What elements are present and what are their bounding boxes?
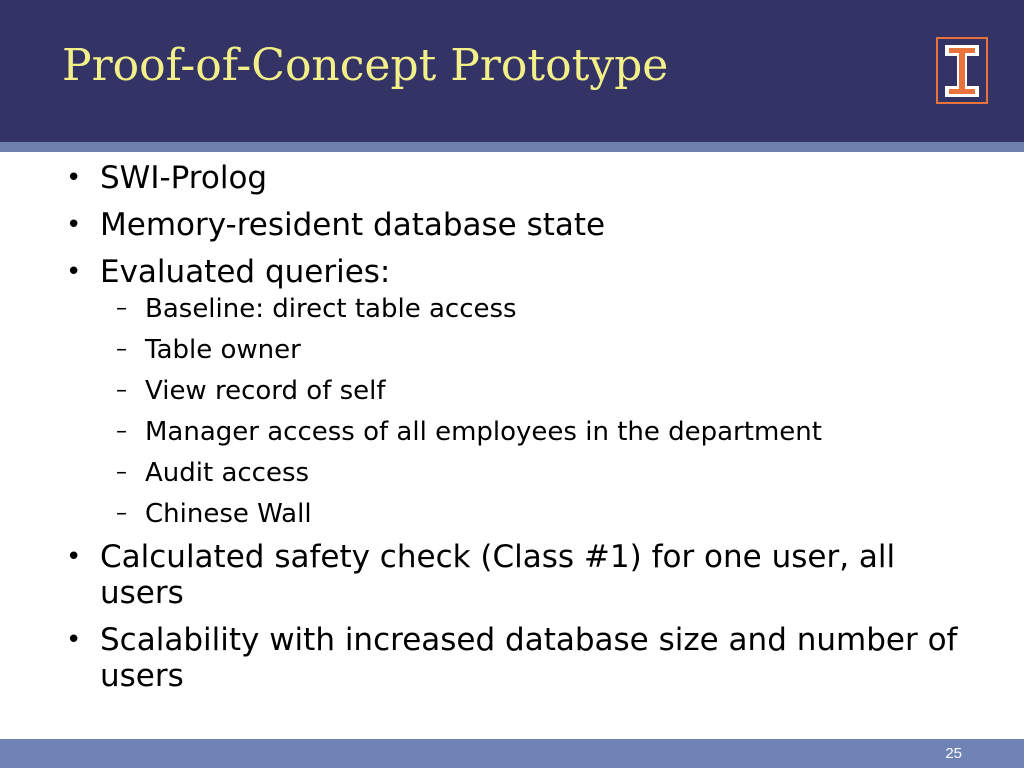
bullet-icon: • (66, 163, 82, 193)
sub-item-text: Chinese Wall (145, 499, 312, 529)
dash-icon: – (116, 378, 127, 403)
slide-title: Proof-of-Concept Prototype (62, 40, 669, 91)
bullet-item (62, 622, 962, 694)
bullet-text: Calculated safety check (Class #1) for one user, all users (100, 539, 896, 611)
sub-item-text: View record of self (145, 376, 386, 406)
bullet-text: SWI-Prolog (100, 160, 268, 196)
sub-item (62, 498, 962, 530)
dash-icon: – (116, 419, 127, 444)
sub-item (62, 416, 962, 448)
bullet-text: Memory-resident database state (100, 207, 606, 243)
sub-item (62, 375, 962, 407)
bullet-text: Scalability with increased database size and number of users (100, 622, 958, 694)
bullet-icon: • (66, 210, 82, 240)
sub-list (62, 293, 962, 530)
page-number: 25 (945, 745, 962, 762)
sub-item (62, 457, 962, 489)
dash-icon: – (116, 501, 127, 526)
sub-item-text: Manager access of all employees in the department (145, 417, 822, 447)
bullet-item (62, 207, 962, 243)
footer-bar (0, 739, 1024, 768)
sub-item (62, 293, 962, 325)
bullet-item (62, 539, 962, 611)
sub-item-text: Audit access (145, 458, 310, 488)
dash-icon: – (116, 460, 127, 485)
sub-item-text: Baseline: direct table access (145, 294, 517, 324)
header-stripe (0, 142, 1024, 152)
bullet-icon: • (66, 542, 82, 572)
slide-content (62, 160, 962, 705)
header-bar (0, 0, 1024, 142)
bullet-item (62, 160, 962, 196)
bullet-item (62, 254, 962, 290)
university-logo-icon (936, 37, 988, 104)
bullet-text: Evaluated queries: (100, 254, 391, 290)
dash-icon: – (116, 296, 127, 321)
dash-icon: – (116, 337, 127, 362)
sub-item-text: Table owner (145, 335, 301, 365)
bullet-icon: • (66, 625, 82, 655)
bullet-icon: • (66, 257, 82, 287)
sub-item (62, 334, 962, 366)
